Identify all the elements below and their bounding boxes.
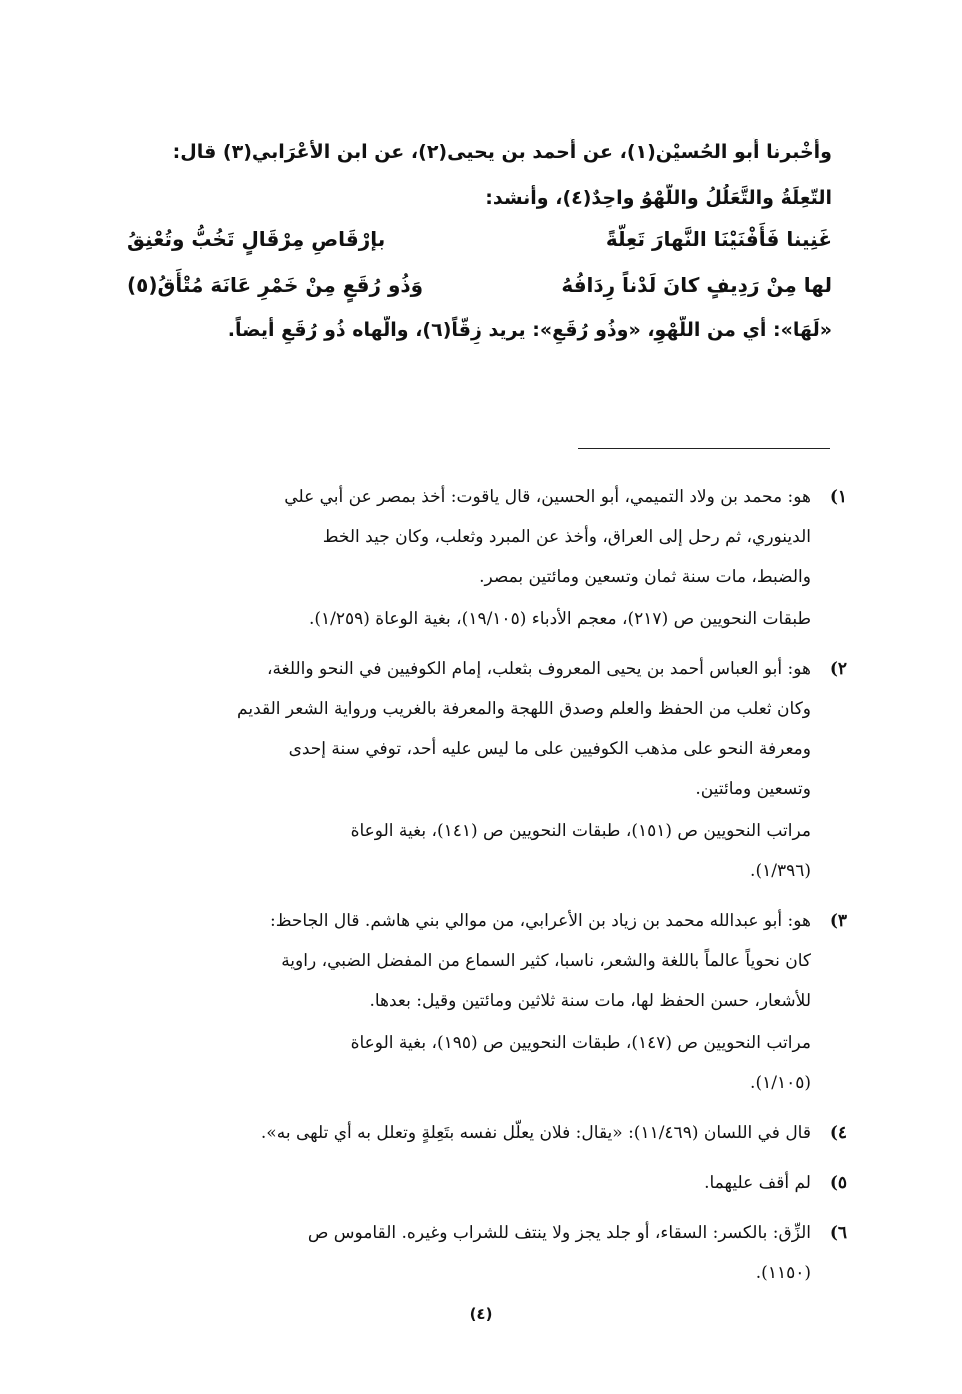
footnote-line: قال في اللسان (١١/٤٦٩): «يقال: فلان يعلّل نفسه بتَعِلةٍ وتعلل به أي تلهى به».: [260, 1123, 811, 1143]
footnote-reference: مراتب النحويين ص (١٤٧)، طبقات النحويين ص (١٩٥)، بغية الوعاة: [350, 1033, 811, 1053]
verse-1-first-hemistich: غَنِينا فَأَفْنَيْنَا النَّهارَ تَعِلّةً: [605, 227, 832, 251]
footnote: [117, 1163, 847, 1203]
footnote-line: هو: محمد بن ولاد التميمي، أبو الحسين، قال ياقوت: أخذ بمصر عن أبي علي: [284, 487, 811, 507]
footnote-body: [117, 1113, 811, 1153]
footnote-line: وكان ثعلب من الحفظ والعلم وصدق اللهجة والمعرفة بالغريب ورواية الشعر القديم: [237, 699, 811, 719]
footnote-number: ٥): [829, 1173, 847, 1193]
footnote-line: والضبط، مات سنة ثمان وتسعين ومائتين بمصر.: [479, 567, 811, 587]
main-line-5: «لَهَا»: أي من اللّهْوِ، «وذُو رُقَعٍ»: يريد زِقّاً(٦)، والّهاه ذُو رُقَعٍ أيضاً.: [227, 319, 832, 341]
footnote-line: ومعرفة النحو على مذهب الكوفيين على ما ليس عليه أحد، توفي سنة إحدى: [288, 739, 811, 759]
footnote: [117, 1113, 847, 1153]
verse-1: [127, 224, 832, 254]
footnote: [117, 477, 847, 639]
footnote-line: لم أقف عليهما.: [704, 1173, 811, 1193]
verse-2: [127, 270, 832, 300]
footnote-line: هو: أبو العباس أحمد بن يحيى المعروف بثعلب، إمام الكوفيين في النحو واللغة،: [267, 659, 811, 679]
footnote-number: ٦): [829, 1223, 847, 1243]
footnote-number: ٤): [829, 1123, 847, 1143]
main-line-2: التّعِلَةُ والتَّعَلُلُ واللّهْوُ واحِدٌ(٤)، وأنشد:: [485, 187, 832, 209]
footnotes: [117, 477, 847, 1303]
verse-2-first-hemistich: لها مِنْ رَدِيفٍ كانَ لَدْناً رِدَافُهُ: [561, 273, 832, 297]
footnote-reference: مراتب النحويين ص (١٥١)، طبقات النحويين ص (١٤١)، بغية الوعاة: [350, 821, 811, 841]
footnote-line: (١١٥٠).: [755, 1263, 811, 1283]
footnote-separator: [578, 448, 830, 449]
footnote-body: [117, 477, 811, 639]
footnote: [117, 649, 847, 891]
page-number: (٤): [469, 1305, 493, 1323]
footnote-reference: (١/٣٩٦).: [750, 861, 811, 881]
verse-1-second-hemistich: بإرْقَاصِ مِرْقَالٍ تَخُبُّ وتُعْنِقُ: [127, 227, 386, 251]
main-text: [127, 138, 832, 362]
footnote-reference: (١/١٠٥).: [750, 1073, 811, 1093]
footnote: [117, 1213, 847, 1293]
footnote-line: للأشعار، حسن الحفظ لها، مات سنة ثلاثين ومائتين وقيل: بعدها.: [369, 991, 811, 1011]
footnote-body: [117, 649, 811, 891]
footnote-line: وتسعين ومائتين.: [695, 779, 811, 799]
footnote-number: ٢): [829, 659, 847, 679]
footnote-body: [117, 901, 811, 1103]
footnote-body: [117, 1213, 811, 1293]
verse-2-second-hemistich: وَذُو رُقَعٍ مِنْ خَمْرِ عَانَهَ مُتْأَقُ(٥): [127, 273, 424, 297]
footnote-line: كان نحوياً عالماً باللغة والشعر، ناسبا، كثير السماع من المفضل الضبي، راوية: [281, 951, 811, 971]
footnote-number: ١): [829, 487, 847, 507]
footnote-line: الدينوري، ثم رحل إلى العراق، وأخذ عن المبرد وثعلب، وكان جيد الخط: [322, 527, 811, 547]
footnote-number: ٣): [829, 911, 847, 931]
footnote-line: الزِّق: بالكسر: السقاء، أو جلد يجز ولا ينتف للشراب وغيره. القاموس ص: [307, 1223, 811, 1243]
footnote-reference: طبقات النحويين ص (٢١٧)، معجم الأدباء (١٩/١٠٥)، بغية الوعاة (١/٢٥٩).: [308, 609, 811, 629]
footnote-line: هو: أبو عبدالله محمد بن زياد بن الأعرابي، من موالي بني هاشم. قال الجاحظ:: [270, 911, 811, 931]
main-line-1: وأَخْبرنا أَبو الحُسيْن(١)، عن أَحمد بن يحيى(٢)، عن ابن الأعْرَابي(٣) قال:: [172, 141, 832, 163]
footnote: [117, 901, 847, 1103]
footnote-body: [117, 1163, 811, 1203]
